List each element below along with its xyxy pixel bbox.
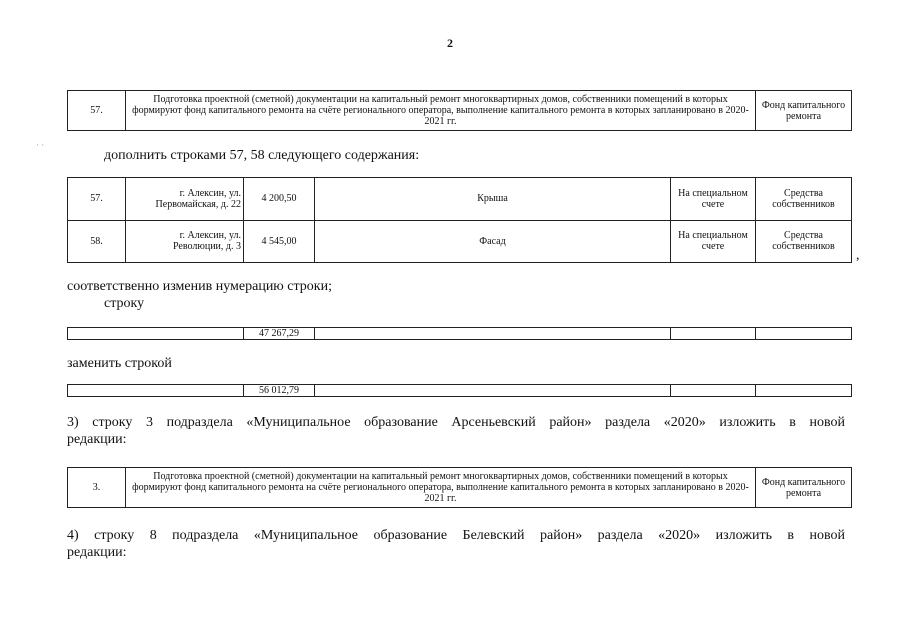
cell-work-type: Фасад [315,220,671,263]
cell-address: г. Алексин, ул. Революции, д. 3 [126,220,244,263]
paragraph-row: строку [104,296,145,311]
paragraph-item-4-line1: 4) строку 8 подраздела «Муниципальное образование Белевский район» раздела «2020» изложить в новой [67,528,845,543]
cell-empty [671,328,756,340]
cell-empty [68,328,244,340]
paragraph-item-4-line2: редакции: [67,545,127,560]
cell-description: Подготовка проектной (сметной) документации на капитальный ремонт многоквартирных домов, собственники помещений в которых формируют фонд капитального ремонта на счёте регионального оператора, выполнение капитального ремонта в которых запланировано в 2020-2021 гг. [126,468,756,508]
cell-empty [671,385,756,397]
cell-funding: Средства собственников [756,178,852,221]
paragraph-item-4 [67,528,845,544]
paragraph-item-3 [67,415,845,431]
table-row-3 [67,467,852,508]
table-new-rows [67,177,852,263]
cell-total: 56 012,79 [244,385,315,397]
cell-empty [315,328,671,340]
trailing-comma: , [856,248,860,263]
cell-account: На специальном счете [671,178,756,221]
cell-funding: Средства собственников [756,220,852,263]
cell-number: 57. [68,178,126,221]
cell-empty [756,385,852,397]
cell-number: 58. [68,220,126,263]
table-row [68,220,852,263]
cell-number: 57. [68,91,126,131]
cell-work-type: Крыша [315,178,671,221]
page-number: 2 [447,36,453,50]
cell-address: г. Алексин, ул. Первомайская, д. 22 [126,178,244,221]
cell-funding-source: Фонд капитального ремонта [756,468,852,508]
cell-area: 4 545,00 [244,220,315,263]
cell-empty [315,385,671,397]
table-row-57-original [67,90,852,131]
paragraph-renumber: соответственно изменив нумерацию строки; [67,279,332,294]
paragraph-add-rows: дополнить строками 57, 58 следующего содержания: [104,148,420,163]
scan-mark: · · [36,140,45,150]
cell-number: 3. [68,468,126,508]
paragraph-item-3-line2: редакции: [67,432,127,447]
paragraph-replace: заменить строкой [67,356,172,371]
cell-funding-source: Фонд капитального ремонта [756,91,852,131]
cell-empty [68,385,244,397]
cell-area: 4 200,50 [244,178,315,221]
cell-total: 47 267,29 [244,328,315,340]
cell-account: На специальном счете [671,220,756,263]
table-total-old [67,327,852,340]
paragraph-item-3-line1: 3) строку 3 подраздела «Муниципальное образование Арсеньевский район» раздела «2020» изложить в новой [67,415,845,430]
cell-empty [756,328,852,340]
table-total-new [67,384,852,397]
cell-description: Подготовка проектной (сметной) документации на капитальный ремонт многоквартирных домов, собственники помещений в которых формируют фонд капитального ремонта на счёте регионального оператора, выполнение капитального ремонта в которых запланировано в 2020-2021 гг. [126,91,756,131]
table-row [68,178,852,221]
